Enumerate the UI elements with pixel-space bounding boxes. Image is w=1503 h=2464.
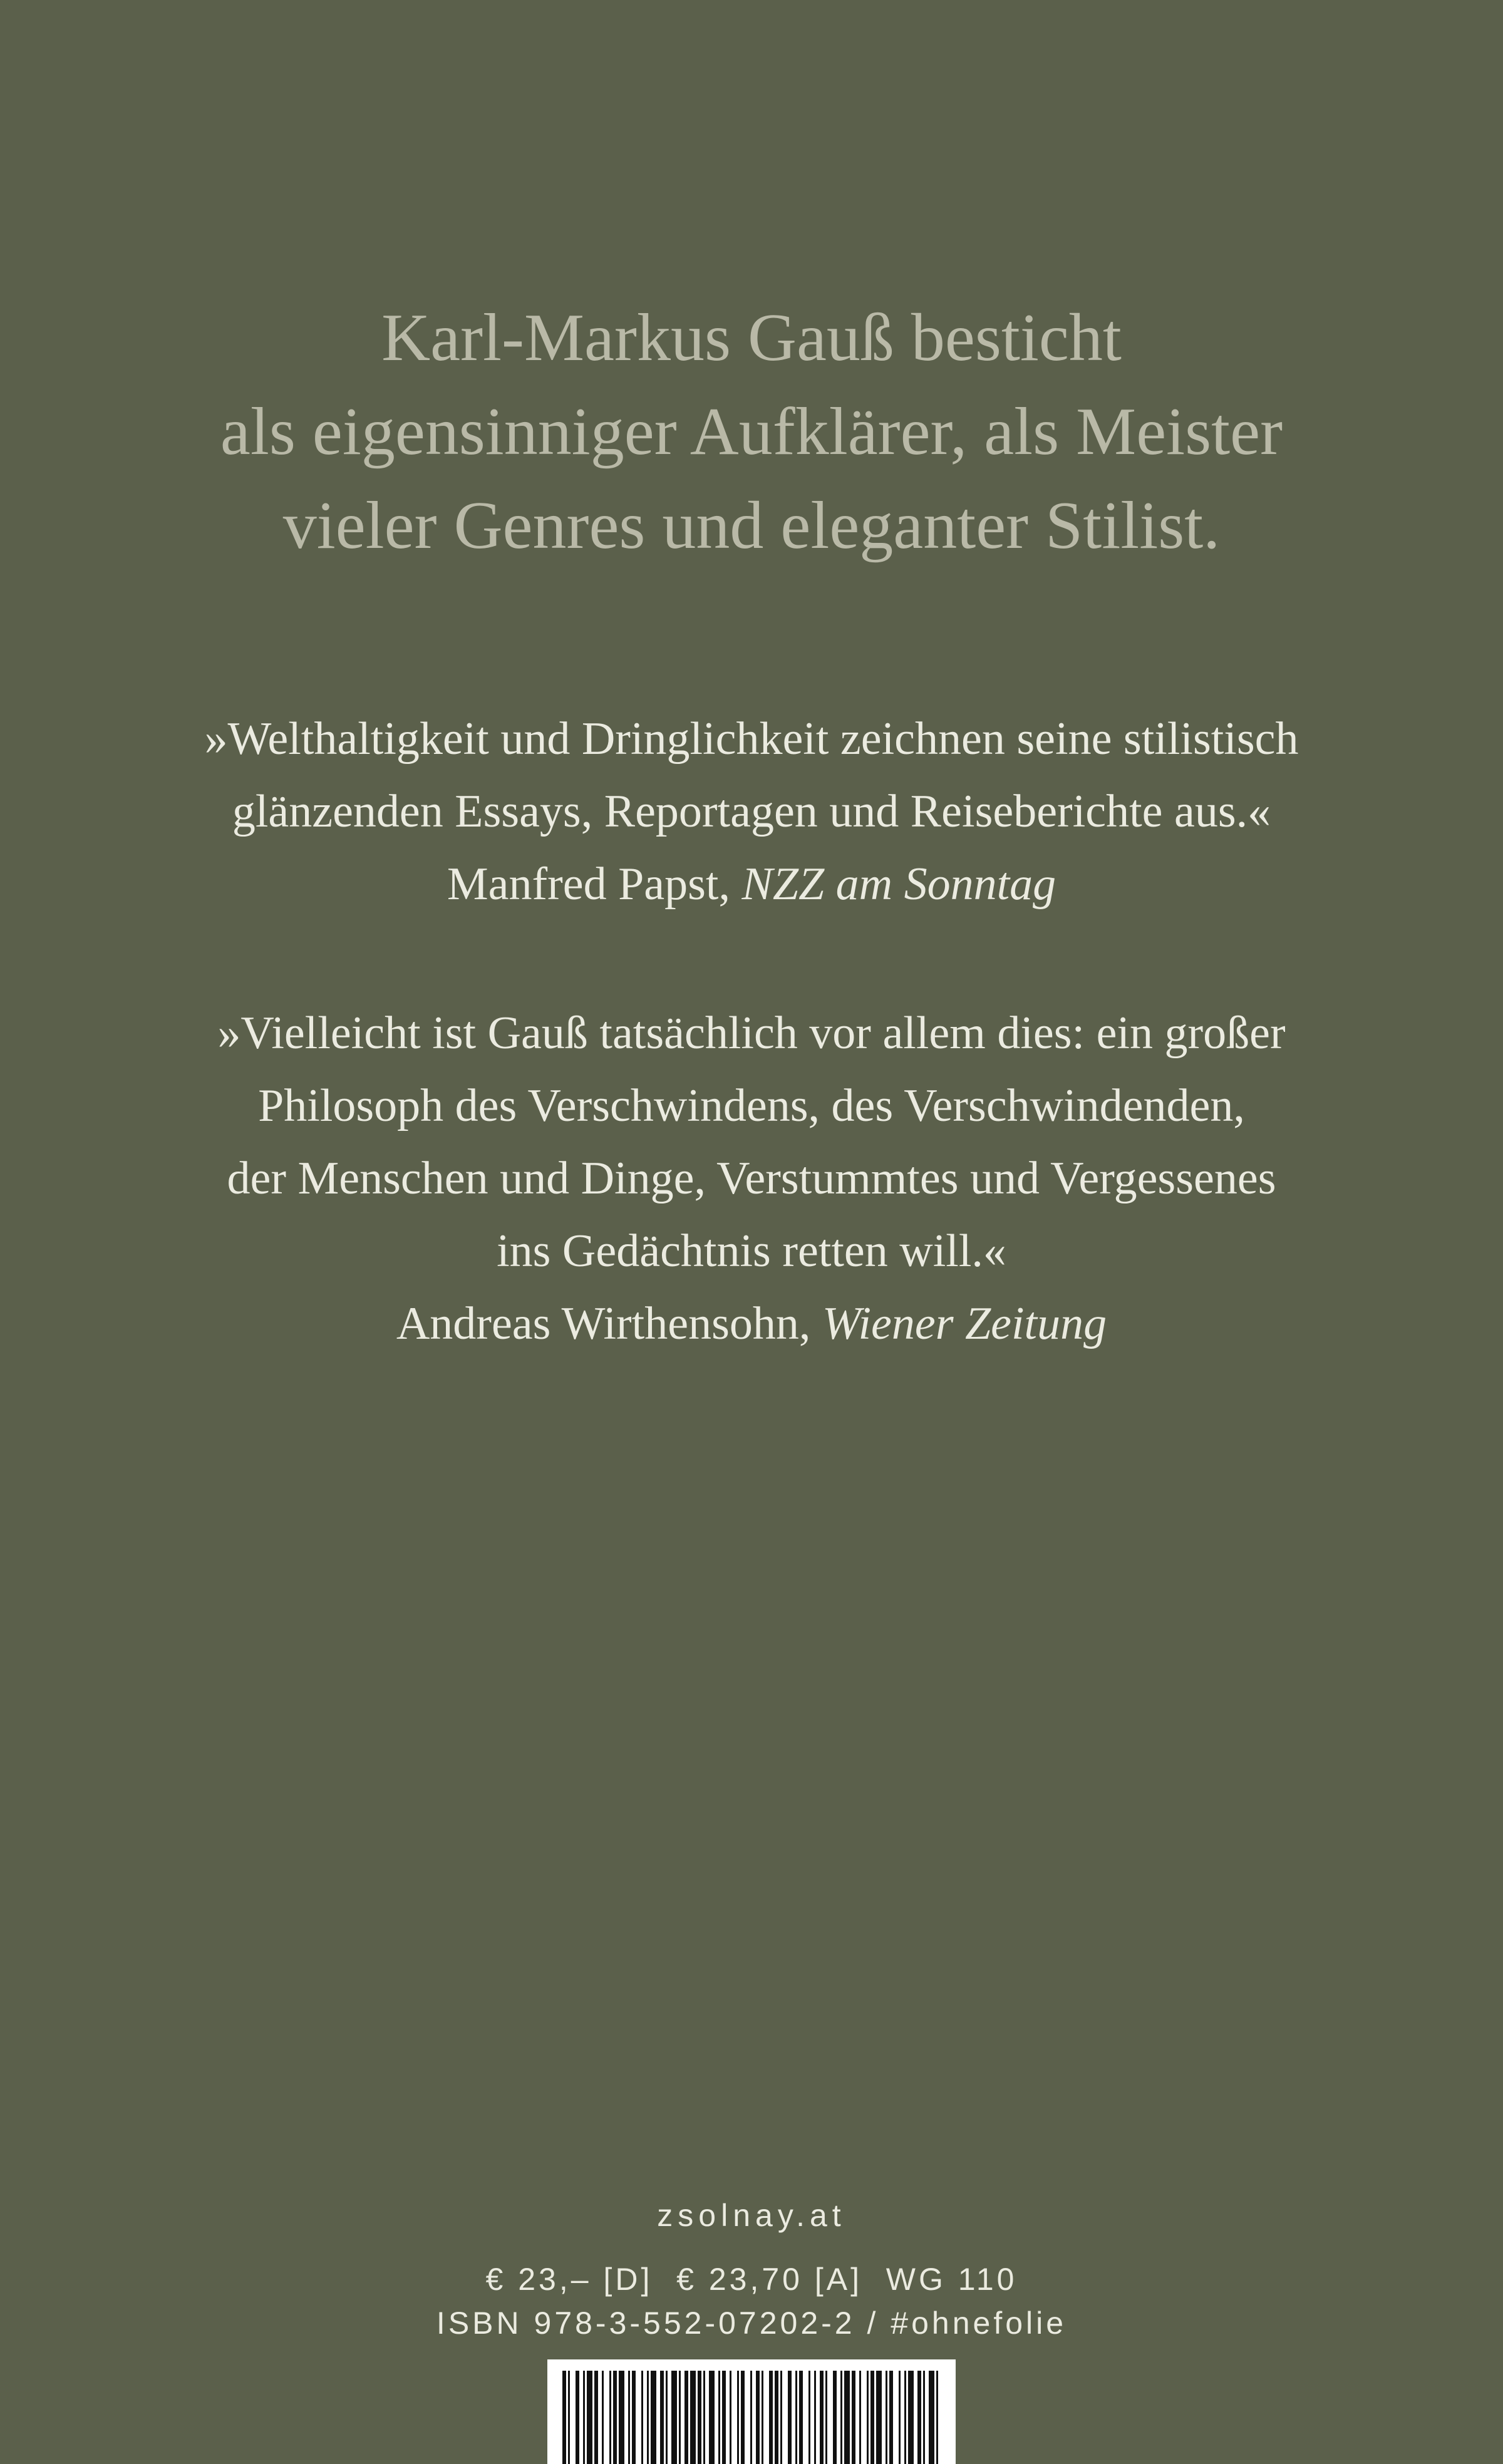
barcode-bar [936,2371,938,2464]
barcode-bar [703,2371,705,2464]
barcode-bar [852,2371,855,2464]
barcode-bar [820,2371,824,2464]
tagline-line-3: vieler Genres und eleganter Stilist. [282,488,1221,563]
barcode-bar [917,2371,921,2464]
barcode-bar [651,2371,656,2464]
barcode-bar [684,2371,688,2464]
barcode-bar [730,2371,731,2464]
barcode-bar [641,2371,643,2464]
barcode-bar [799,2371,803,2464]
quote-line: »Welthaltigkeit und Dringlichkeit zeichnen seine stilistisch [204,713,1299,765]
quote-attribution [0,848,1503,920]
barcode-bar [788,2371,792,2464]
publisher-website: zsolnay.at [657,2198,846,2233]
barcode-bar [613,2371,617,2464]
barcode-bar [908,2371,914,2464]
barcode-bar [628,2371,630,2464]
quote-line: der Menschen und Dinge, Verstummtes und Vergessenes [227,1153,1276,1204]
quote-line: Philosoph des Verschwindens, des Verschwindenden, [258,1080,1245,1131]
barcode-bar [679,2371,681,2464]
barcode-bar [769,2371,773,2464]
quote-author: Andreas Wirthensohn, [396,1298,822,1349]
barcode-bar [737,2371,739,2464]
quote-line: ins Gedächtnis retten will.« [497,1225,1006,1277]
quote-author: Manfred Papst, [447,858,742,910]
barcode-bar [722,2371,726,2464]
quote-line: »Vielleicht ist Gauß tatsächlich vor allem dies: ein großer [217,1008,1286,1059]
barcode-bar [889,2371,893,2464]
barcode-bar [671,2371,677,2464]
barcode-bar [808,2371,810,2464]
barcode-bar [833,2371,837,2464]
tagline-line-1: Karl-Markus Gauß besticht [381,301,1122,375]
review-quote-2 [0,997,1503,1360]
cover-tagline [0,291,1503,573]
barcode-bar [583,2371,585,2464]
barcode-bar [562,2371,566,2464]
quote-source: NZZ am Sonntag [741,858,1056,910]
barcode-bar [840,2371,842,2464]
barcode-bar [741,2371,745,2464]
barcode-icon [547,2359,956,2464]
barcode-bar [795,2371,797,2464]
review-quote-1 [0,703,1503,920]
barcode [547,2359,956,2464]
barcode-bar [718,2371,720,2464]
quote-source: Wiener Zeitung [822,1298,1107,1349]
isbn-line: ISBN 978-3-552-07202-2 / #ohnefolie [436,2306,1067,2341]
barcode-bar [619,2371,624,2464]
tagline-line-2: als eigensinniger Aufklärer, als Meister [220,394,1283,469]
barcode-bar [867,2371,869,2464]
barcode-bar [929,2371,934,2464]
barcode-bar [709,2371,715,2464]
barcode-bar [762,2371,763,2464]
barcode-bar [870,2371,874,2464]
barcode-bar [690,2371,696,2464]
barcode-bar [609,2371,611,2464]
barcode-bar [859,2371,861,2464]
barcode-bar [780,2371,782,2464]
barcode-bar [698,2371,701,2464]
barcode-bar [594,2371,598,2464]
barcode-bar [576,2371,579,2464]
barcode-bar [750,2371,752,2464]
barcode-bar [666,2371,668,2464]
price-line: € 23,– [D] € 23,70 [A] WG 110 [485,2262,1018,2297]
barcode-bar [825,2371,827,2464]
barcode-bar [814,2371,816,2464]
quote-line: glänzenden Essays, Reportagen und Reiseberichte aus.« [232,786,1271,837]
barcode-bar [568,2371,570,2464]
barcode-bar [632,2371,636,2464]
barcode-bar [587,2371,592,2464]
barcode-bar [923,2371,925,2464]
barcode-bar [904,2371,906,2464]
barcode-bar [647,2371,649,2464]
barcode-bar [775,2371,778,2464]
barcode-bar [602,2371,604,2464]
barcode-bar [844,2371,850,2464]
barcode-bar [756,2371,760,2464]
barcode-bar [886,2371,887,2464]
barcode-bar [660,2371,664,2464]
quote-attribution [0,1287,1503,1360]
barcode-bar [876,2371,882,2464]
barcode-bar [899,2371,901,2464]
